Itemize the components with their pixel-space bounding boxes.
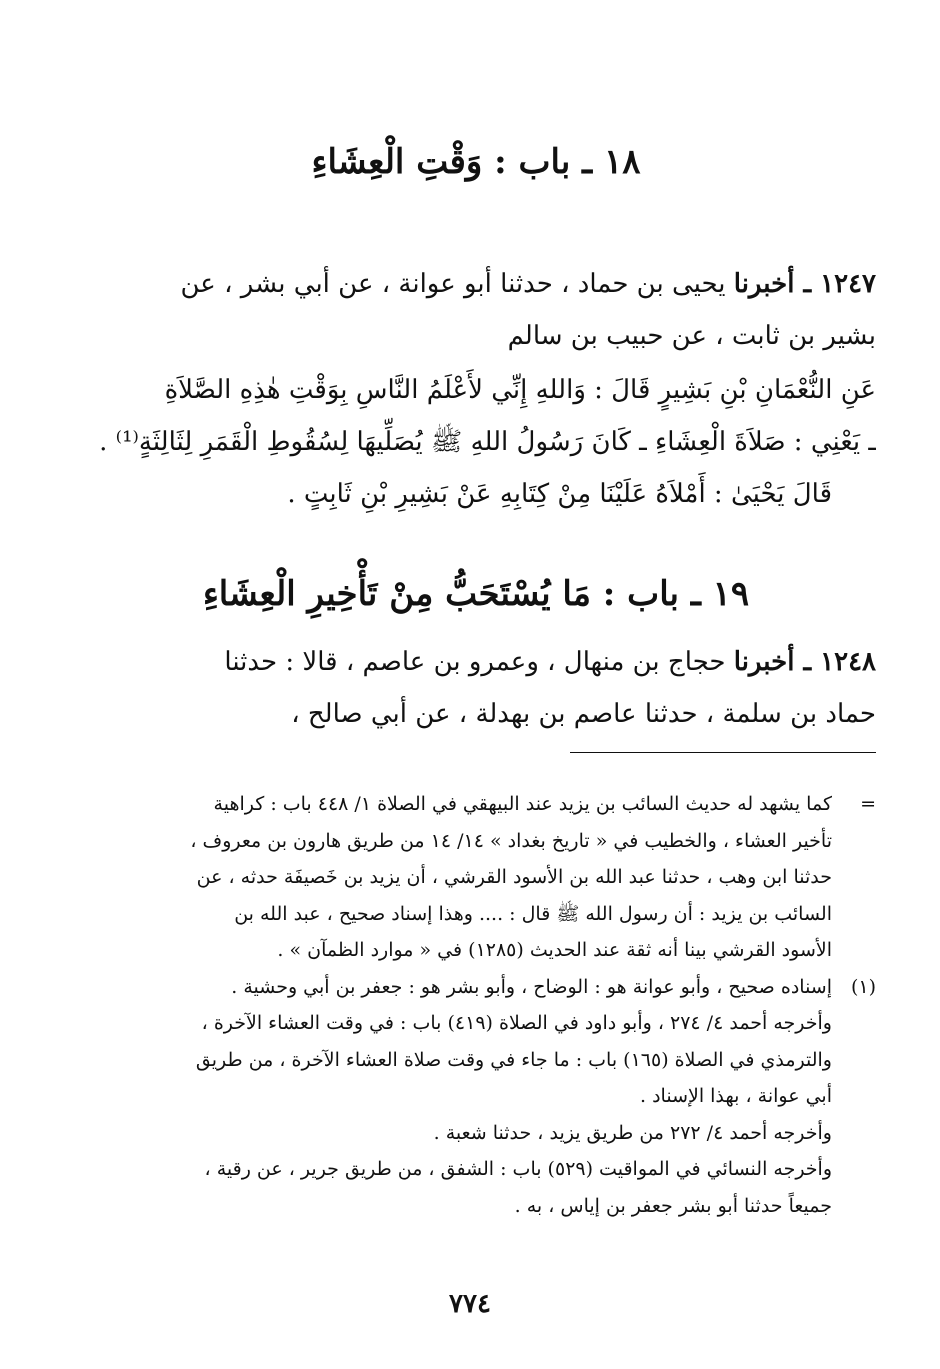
footnote-continuation-line: تأخير العشاء ، والخطيب في « تاريخ بغداد » ١٤/ ١٤ من طريق هارون بن معروف ، [190,829,832,852]
page-number: ٧٧٤ [449,1289,491,1319]
footnote-1-line: جميعاً حدثنا أبو بشر جعفر بن إياس ، به . [514,1194,832,1217]
footnote-continuation-line: حدثنا ابن وهب ، حدثنا عبد الله بن الأسود القرشي ، أن يزيد بن خَصيفَة حدثه ، عن [196,866,832,888]
hadith-1248-number-lead: ١٢٤٨ ـ أخبرنا [733,647,876,677]
footnote-continuation-marker: = [860,793,876,815]
hadith-1247-isnad [76,258,876,362]
hadith-1247-matn [76,364,876,520]
hadith-1247-isnad-line-1 [76,258,876,310]
hadith-1248-isnad-line-2: حماد بن سلمة ، حدثنا عاصم بن بهدلة ، عن أبي صالح ، [291,699,876,729]
hadith-1247-matn-line-3: قَالَ يَحْيَىٰ : أَمْلاَهُ عَلَيْنَا مِنْ كِتَابِهِ عَنْ بَشِيرِ بْنِ ثَابِتٍ . [287,479,832,509]
footnote-continuation-body [76,786,832,969]
footnote-1-line: وأخرجه أحمد ٤/ ٢٧٢ من طريق يزيد ، حدثنا شعبة . [433,1121,832,1144]
footnote-1-line: وأخرجه النسائي في المواقيت (٥٢٩) باب : الشفق ، من طريق جرير ، عن رقية ، [204,1158,832,1180]
footnote-1-line: إسناده صحيح ، وأبو عوانة هو : الوضاح ، وأبو بشر هو : جعفر بن أبي وحشية . [231,975,832,998]
hadith-1248-isnad [76,636,876,740]
footnote-continuation-line: كما يشهد له حديث السائب بن يزيد عند البيهقي في الصلاة ١/ ٤٤٨ باب : كراهية [213,793,832,815]
footnote-1-body [76,969,832,1225]
footnote-1-line: أبي عوانة ، بهذا الإسناد . [640,1085,832,1107]
hadith-1248-isnad-line-1 [76,636,876,688]
hadith-1247-matn-line-2: ـ يَعْنِي : صَلاَةَ الْعِشَاءِ ـ كَانَ رَسُولُ اللهِ ﷺ يُصَلِّيهَا لِسُقُوطِ الْقَمَرِ لِثَالِثَةٍ⁽¹⁾ . [99,427,876,457]
footnote-1 [76,969,876,1225]
hadith-1247-isnad-line-2: بشير بن ثابت ، عن حبيب بن سالم [507,321,876,351]
footnote-continuation-line: الأسود القرشي بينا أنه ثقة عند الحديث (١٢٨٥) في « موارد الظمآن » . [277,939,832,961]
footnote-separator [570,752,876,753]
footnote-1-line: والترمذي في الصلاة (١٦٥) باب : ما جاء في وقت صلاة العشاء الآخرة ، من طريق [195,1048,832,1071]
chapter-18-heading: ١٨ ـ باب : وَقْتِ الْعِشَاءِ [311,142,641,182]
hadith-1247-isnad-line-1-text: يحيى بن حماد ، حدثنا أبو عوانة ، عن أبي بشر ، عن [180,269,734,299]
footnote-continuation [76,786,876,969]
hadith-1248-isnad-line-1-text: حجاج بن منهال ، وعمرو بن عاصم ، قالا : حدثنا [224,647,734,677]
chapter-19-heading: ١٩ ـ باب : مَا يُسْتَحَبُّ مِنْ تَأْخِيرِ الْعِشَاءِ [202,574,750,614]
hadith-1247-matn-line-1: عَنِ النُّعْمَانِ بْنِ بَشِيرٍ قَالَ : وَاللهِ إِنِّي لأَعْلَمُ النَّاسِ بِوَقْتِ هٰذِهِ الصَّلاَةِ [164,375,876,405]
footnote-1-marker: (١) [850,975,876,998]
hadith-1247-number-lead: ١٢٤٧ ـ أخبرنا [733,269,876,299]
footnote-continuation-line: السائب بن يزيد : أن رسول الله ﷺ قال : .... وهذا إسناد صحيح ، عبد الله بن [234,902,832,925]
footnotes [76,786,876,1224]
footnote-1-line: وأخرجه أحمد ٤/ ٢٧٤ ، وأبو داود في الصلاة (٤١٩) باب : في وقت العشاء الآخرة ، [201,1012,832,1034]
